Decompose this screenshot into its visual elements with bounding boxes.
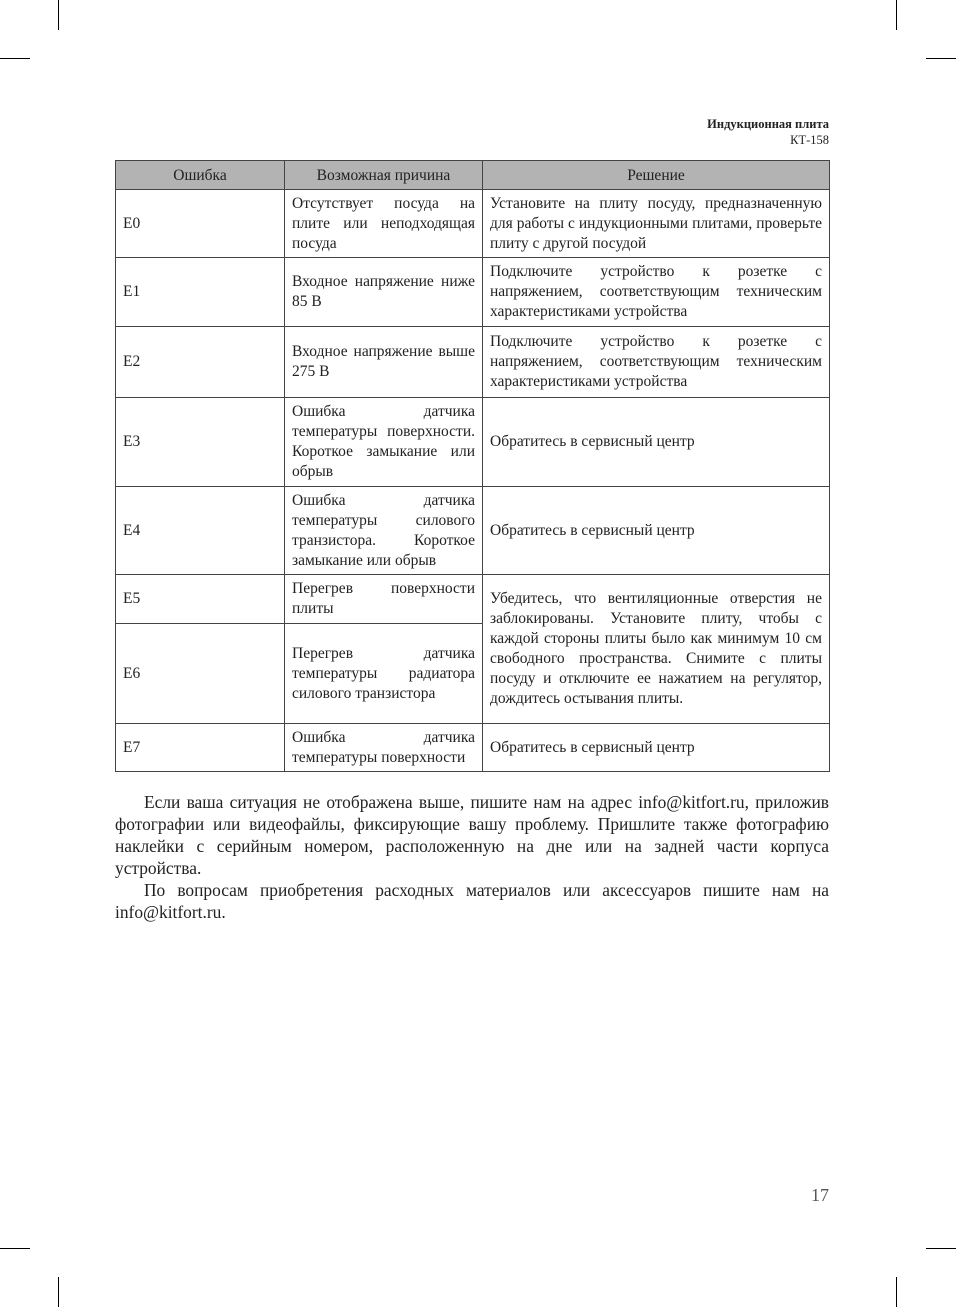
column-header-error: Ошибка [116,161,285,190]
error-cause: Перегрев датчика температуры радиатора силового транзистора [285,624,483,724]
crop-mark [926,1248,956,1249]
error-codes-table [115,160,830,772]
crop-mark [0,1248,30,1249]
column-header-solution: Решение [483,161,830,190]
column-header-cause: Возможная причина [285,161,483,190]
table-row [116,398,830,487]
error-cause: Ошибка датчика температуры поверхности. Короткое замыкание или обрыв [285,398,483,487]
error-cause: Отсутствует посуда на плите или неподходящая посуда [285,190,483,258]
error-solution: Обратитесь в сервисный центр [483,487,830,575]
error-cause: Перегрев поверхности плиты [285,575,483,624]
error-cause: Ошибка датчика температуры силового транзистора. Короткое замыкание или обрыв [285,487,483,575]
table-row [116,487,830,575]
error-solution: Обратитесь в сервисный центр [483,398,830,487]
error-cause: Входное напряжение ниже 85 В [285,258,483,327]
error-code: E1 [116,258,285,327]
accessories-paragraph: По вопросам приобретения расходных материалов или аксессуаров пишите нам на info@kitfort.ru. [115,880,829,922]
error-solution: Подключите устройство к розетке с напряжением, соответствующим техническим характеристиками устройства [483,327,830,398]
table-row [116,724,830,772]
crop-mark [926,58,956,59]
error-solution: Установите на плиту посуду, предназначенную для работы с индукционными плитами, проверьте плиту с другой посудой [483,190,830,258]
error-cause: Ошибка датчика температуры поверхности [285,724,483,772]
error-code: E2 [116,327,285,398]
error-cause: Входное напряжение выше 275 В [285,327,483,398]
error-code: E6 [116,624,285,724]
error-code: E7 [116,724,285,772]
table-row [116,190,830,258]
crop-mark [896,0,897,30]
crop-mark [58,1277,59,1307]
page-number: 17 [811,1185,829,1205]
crop-mark [896,1277,897,1307]
table-row [116,575,830,624]
error-solution: Подключите устройство к розетке с напряжением, соответствующим техническим характеристиками устройства [483,258,830,327]
product-model: КТ-158 [790,133,829,147]
page-header [707,116,829,148]
error-code: E0 [116,190,285,258]
table-header-row [116,161,830,190]
error-code: E3 [116,398,285,487]
table-row [116,258,830,327]
crop-mark [0,58,30,59]
error-code: E5 [116,575,285,624]
product-title: Индукционная плита [707,117,829,131]
error-code: E4 [116,487,285,575]
table-row [116,327,830,398]
contact-paragraph: Если ваша ситуация не отображена выше, пишите нам на адрес info@kitfort.ru, приложив фотографии или видеофайлы, фиксирующие вашу проблему. Пришлите также фотографию наклейки с серийным номером, расположенную на дне или на задней части корпуса устройства. [115,792,829,878]
crop-mark [58,0,59,30]
error-solution: Обратитесь в сервисный центр [483,724,830,772]
error-solution: Убедитесь, что вентиляционные отверстия не заблокированы. Установите плиту, чтобы с каждой стороны плиты было как минимум 10 см свободного пространства. Снимите с плиты посуду и отключите ее нажатием на регулятор, дождитесь остывания плиты. [483,575,830,724]
